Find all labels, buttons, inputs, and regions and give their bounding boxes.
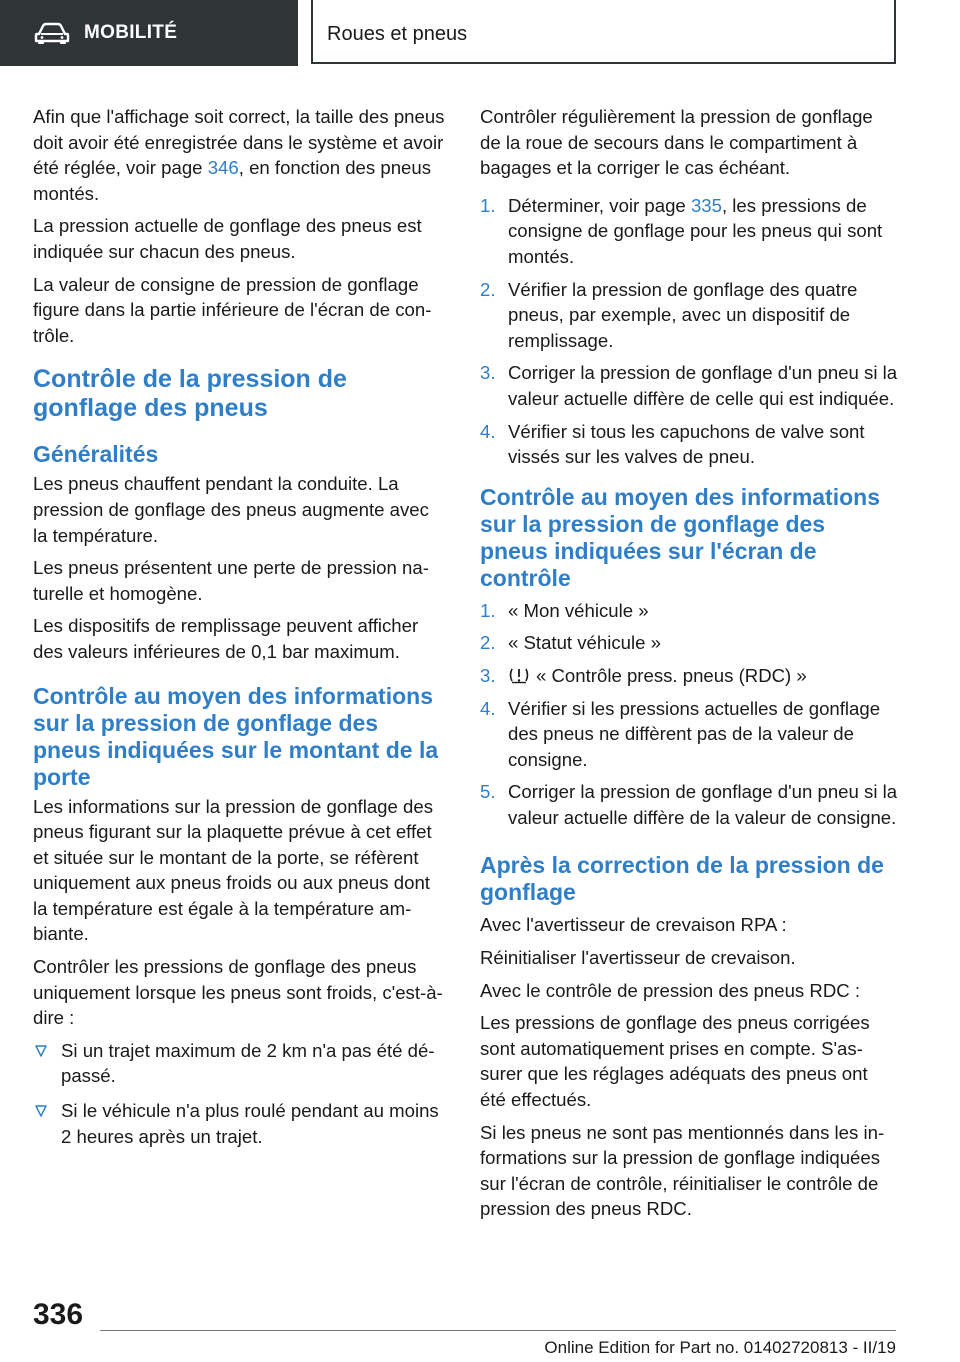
step-number: 2. bbox=[480, 632, 496, 654]
subheading-generalites: Généralités bbox=[33, 441, 159, 468]
edition-text: Online Edition for Part no. 01402720813 - II/19 bbox=[544, 1338, 896, 1357]
paragraph: Avec l'avertisseur de crevaison RPA : bbox=[480, 914, 787, 936]
chapter-label: Roues et pneus bbox=[327, 22, 468, 45]
step-number: 1. bbox=[480, 599, 496, 621]
numbered-steps-check bbox=[480, 193, 898, 470]
chapter-tab bbox=[311, 0, 896, 64]
bullet-text: Si un trajet maximum de 2 km n'a pas été dépassé. bbox=[61, 1039, 435, 1087]
tire-pressure-icon bbox=[508, 666, 530, 684]
list-item bbox=[480, 598, 898, 624]
car-icon bbox=[34, 21, 70, 45]
bullet-text: Si le véhicule n'a plus roulé pendant au moins 2 heures après un trajet. bbox=[61, 1100, 439, 1147]
subheading-door-pillar: Contrôle au moyen des informations sur la pression de gonflage des pneus indiquées sur le montant de la porte bbox=[33, 682, 439, 790]
page-number: 336 bbox=[33, 1298, 84, 1331]
list-item bbox=[480, 360, 898, 411]
paragraph: Les pressions de gonflage des pneus corrigées sont automatiquement prises en compte. S'assurer que les réglages adéquats des pneus ont été effectués. bbox=[480, 1012, 870, 1111]
numbered-steps-screen bbox=[480, 598, 898, 831]
step-number: 3. bbox=[480, 362, 496, 384]
bullet-list bbox=[33, 1038, 448, 1149]
footer-divider bbox=[100, 1330, 896, 1331]
triangle-bullet-icon bbox=[35, 1105, 47, 1117]
section-tab-mobilite bbox=[0, 0, 298, 66]
section-heading: Contrôle de la pression de gonflage des pneus bbox=[33, 365, 347, 423]
paragraph: Les pneus chauffent pendant la conduite. La pression de gonflage des pneus augmente avec la température. bbox=[33, 473, 429, 546]
paragraph: Les pneus présentent une perte de pression naturelle et homogène. bbox=[33, 557, 429, 604]
step-text: « Contrôle press. pneus (RDC) » bbox=[536, 664, 807, 686]
right-column bbox=[480, 104, 898, 1229]
paragraph: Les dispositifs de remplissage peuvent afficher des valeurs inférieures de 0,1 bar maximum. bbox=[33, 615, 419, 662]
left-column bbox=[33, 104, 448, 1158]
paragraph: La pression actuelle de gonflage des pneus est indiquée sur chacun des pneus. bbox=[33, 215, 422, 262]
step-number: 2. bbox=[480, 278, 496, 300]
step-text: Vérifier la pression de gonflage des quatre pneus, par exemple, avec un dispositif de remplissage. bbox=[508, 278, 858, 351]
triangle-bullet-icon bbox=[35, 1045, 47, 1057]
step-number: 4. bbox=[480, 420, 496, 442]
list-item bbox=[480, 277, 898, 354]
step-number: 1. bbox=[480, 194, 496, 216]
paragraph bbox=[33, 104, 448, 206]
step-text: Vérifier si les pressions actuelles de gonflage des pneus ne diffèrent pas de la valeur de consigne. bbox=[508, 697, 881, 770]
subheading-after-correction: Après la correction de la pression de gonflage bbox=[480, 852, 884, 906]
step-text: « Statut véhicule » bbox=[508, 632, 661, 654]
paragraph: Avec le contrôle de pression des pneus RDC : bbox=[480, 979, 861, 1001]
step-text: Corriger la pression de gonflage d'un pneu si la valeur actuelle diffère de celle qui est indiquée. bbox=[508, 362, 898, 409]
subheading-control-screen: Contrôle au moyen des informations sur la pression de gonflage des pneus indiquées sur l'écran de contrôle bbox=[480, 483, 880, 591]
page-link-346[interactable]: 346 bbox=[207, 157, 239, 179]
text-span: , en fonction des pneus montés. bbox=[33, 157, 432, 204]
text-span: Afin que l'affichage soit correct, la taille des pneus doit avoir été enregistrée dans le système et avoir été réglée, voir page bbox=[33, 106, 445, 179]
step-text: « Mon véhicule » bbox=[508, 599, 649, 621]
paragraph: Contrôler régulièrement la pression de gonflage de la roue de secours dans le compartiment à bagages et la corriger le cas échéant. bbox=[480, 106, 873, 179]
page-header bbox=[0, 0, 960, 66]
paragraph: Si les pneus ne sont pas mentionnés dans les informations sur la pression de gonflage indiquées sur l'écran de contrôle, réinitialiser le contrôle de pression des pneus RDC. bbox=[480, 1121, 885, 1220]
list-item bbox=[480, 779, 898, 830]
step-text: Vérifier si tous les capuchons de valve sont vissés sur les valves de pneu. bbox=[508, 420, 865, 468]
list-item bbox=[480, 663, 898, 689]
list-item bbox=[480, 696, 898, 773]
list-item bbox=[33, 1098, 448, 1149]
paragraph: Les informations sur la pression de gonflage des pneus figurant sur la plaquette prévue à cet effet et située sur le montant de la porte, se réfèrent uniquement aux pneus froids ou aux pneus dont la température est égale à la température ambiante. bbox=[33, 795, 434, 945]
step-text: Déterminer, voir page bbox=[508, 194, 691, 216]
paragraph: Réinitialiser l'avertisseur de crevaison. bbox=[480, 947, 796, 969]
list-item bbox=[480, 630, 898, 656]
section-label: MOBILITÉ bbox=[84, 22, 178, 43]
step-text: , les pressions de consigne de gonflage pour les pneus qui sont montés. bbox=[508, 194, 883, 267]
step-text: Corriger la pression de gonflage d'un pneu si la valeur actuelle diffère de la valeur de consigne. bbox=[508, 781, 898, 828]
step-number: 3. bbox=[480, 664, 496, 686]
list-item bbox=[33, 1038, 448, 1089]
step-number: 4. bbox=[480, 697, 496, 719]
step-number: 5. bbox=[480, 781, 496, 803]
page-link-335[interactable]: 335 bbox=[690, 194, 722, 216]
list-item bbox=[480, 419, 898, 470]
paragraph: Contrôler les pressions de gonflage des pneus uniquement lorsque les pneus sont froids, c'est-à-dire : bbox=[33, 956, 443, 1029]
list-item bbox=[480, 193, 898, 270]
paragraph: La valeur de consigne de pression de gonflage figure dans la partie inférieure de l'écran de contrôle. bbox=[33, 273, 432, 346]
